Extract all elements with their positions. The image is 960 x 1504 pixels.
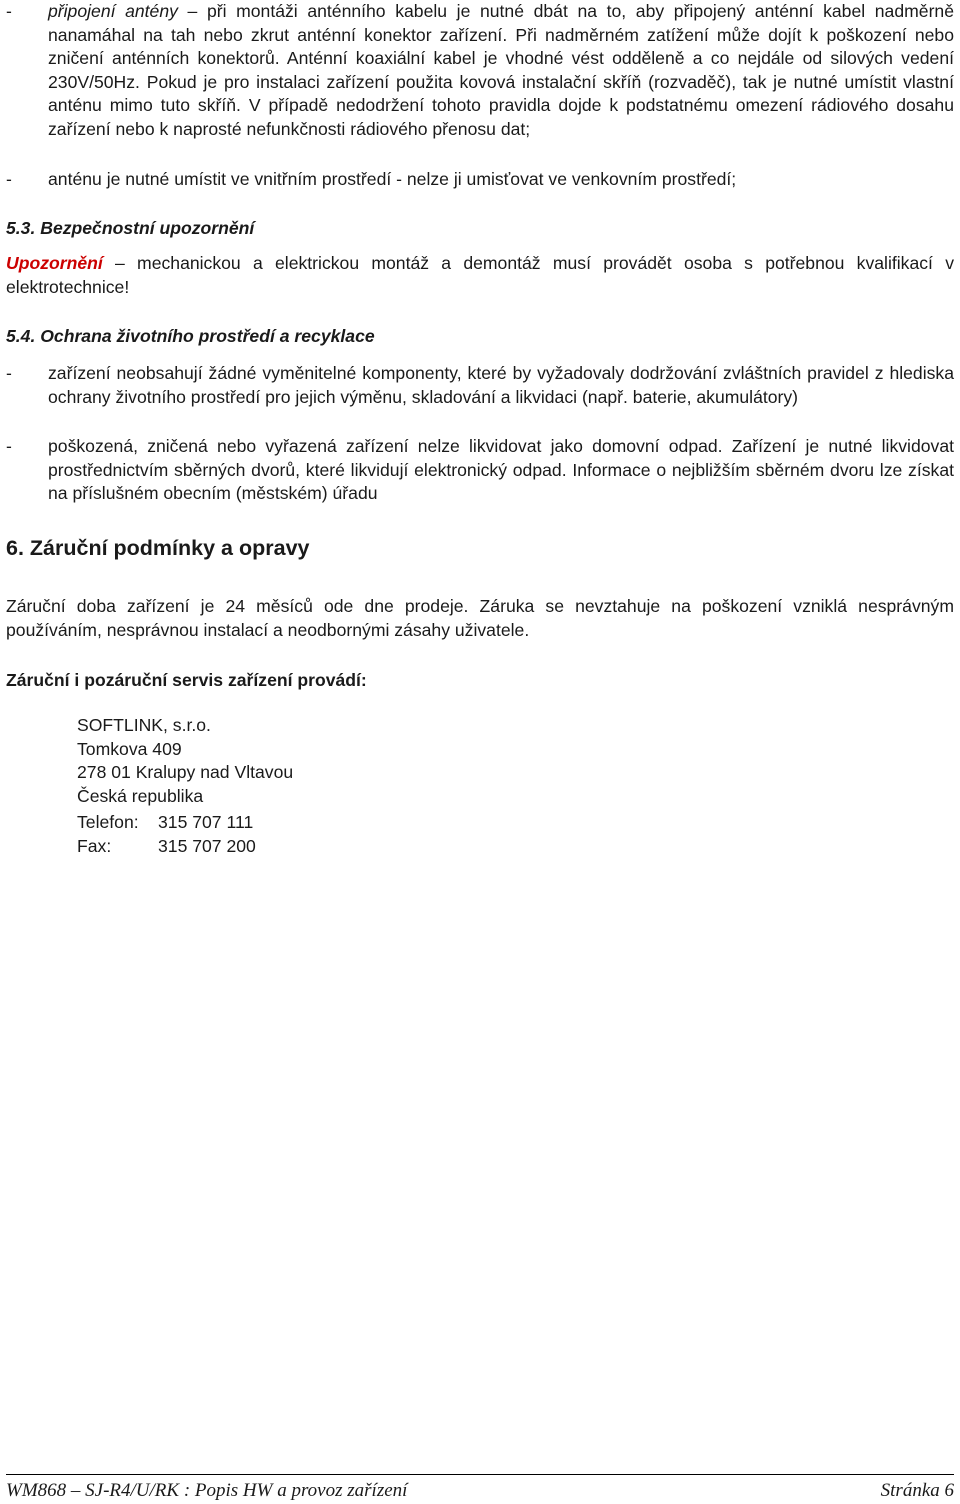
bullet-antenna-connection [6,0,954,141]
bullet-dash: - [6,1,12,21]
bullet-antenna-indoor [6,168,954,192]
bullet-no-replaceable-components [6,362,954,409]
service-heading: Záruční i pozáruční servis zařízení provádí: [6,670,367,690]
bullet-text: poškozená, zničená nebo vyřazená zařízení nelze likvidovat jako domovní odpad. Zařízení je nutné likvidovat prostřednictvím sběrných dvorů, které likvidují elektronický odpad. Informace o nejbližším sběrném dvoru lze získat na příslušném obecním (městském) úřadu [48,436,954,503]
bullet-dash: - [6,363,12,383]
fax-label: Fax: [77,835,112,856]
bullet-dash: - [6,169,12,189]
section-6-title: 6. Záruční podmínky a opravy [6,536,310,560]
fax-number: 315 707 200 [158,835,256,856]
phone-label: Telefon: [77,812,139,832]
bullet-disposal [6,435,954,506]
bullet-text: anténu je nutné umístit ve vnitřním prostředí - nelze ji umisťovat ve venkovním prostředí; [48,169,737,189]
bullet-text: zařízení neobsahují žádné vyměnitelné komponenty, které by vyžadovaly dodržování zvláštních pravidel z hlediska ochrany životního prostředí pro jejich výměnu, skladování a likvidaci (např. baterie, akumulátory) [48,363,954,407]
bullet-lead: připojení antény [48,1,178,21]
warranty-text: Záruční doba zařízení je 24 měsíců ode dne prodeje. Záruka se nevztahuje na poškození vzniklá nesprávným používáním, nesprávnou instalací a neodbornými zásahy uživatele. [6,596,954,640]
service-address [77,714,293,808]
bullet-body: – při montáži anténního kabelu je nutné dbát na to, aby připojený anténní kabel nadměrně nanamáhal na tah nebo zkrut anténní konektor zařízení. Při nadměrném zatížení může dojít k poškození nebo zničení anténních konektorů. Anténní koaxiální kabel je vhodné vést odděleně a co nejdále od silových vedení 230V/50Hz. Pokud je pro instalaci zařízení použita kovová instalační skříň (rozvaděč), tak je nutné umístit vlastní anténu mimo tuto skříň. V případě nedodržení tohoto pravidla dojde k podstatnému omezení rádiového dosahu zařízení nebo k naprosté nefunkčnosti rádiového přenosu dat; [48,1,954,139]
footer-page-number: Stránka 6 [880,1480,954,1501]
section-5-3-title: 5.3. Bezpečnostní upozornění [6,218,255,238]
service-contacts [77,811,256,858]
company-name: SOFTLINK, s.r.o. [77,715,211,735]
phone-row [77,811,256,835]
warning-label: Upozornění [6,253,103,273]
safety-warning [6,252,954,299]
city: 278 01 Kralupy nad Vltavou [77,762,294,782]
phone-number: 315 707 111 [158,812,254,832]
bullet-dash: - [6,436,12,456]
footer-document-title: WM868 – SJ-R4/U/RK : Popis HW a provoz zařízení [6,1480,408,1501]
street: Tomkova 409 [77,738,182,759]
warning-text: – mechanickou a elektrickou montáž a demontáž musí provádět osoba s potřebnou kvalifikací v elektrotechnice! [6,253,954,297]
section-5-4-title: 5.4. Ochrana životního prostředí a recyklace [6,326,375,346]
fax-row [77,835,256,859]
bullet-text [48,0,954,141]
footer-divider [6,1474,954,1475]
country: Česká republika [77,785,204,806]
